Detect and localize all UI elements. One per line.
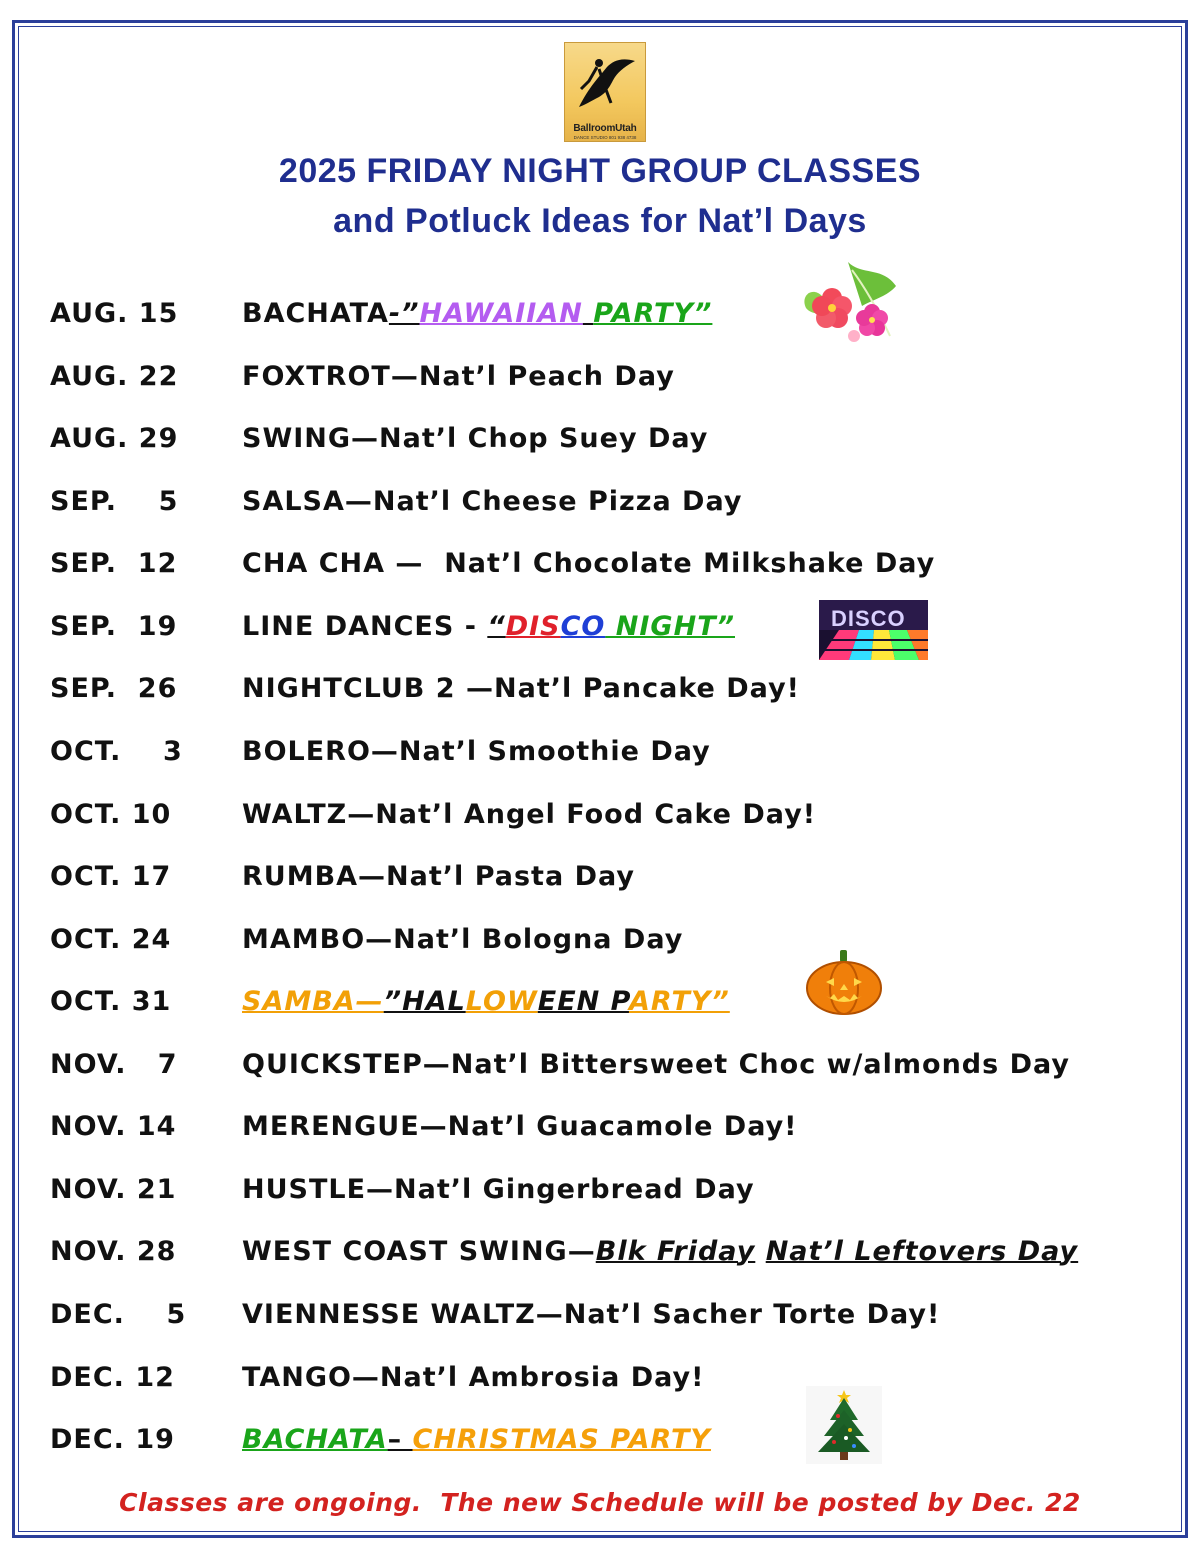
class-event: NIGHTCLUB 2 —Nat’l Pancake Day! <box>242 673 800 704</box>
class-date: NOV. 21 <box>50 1174 177 1205</box>
disco-label: DISCO <box>831 606 906 631</box>
schedule-row <box>0 1299 1200 1339</box>
class-date: OCT. 3 <box>50 736 183 767</box>
class-event: MAMBO—Nat’l Bologna Day <box>242 924 684 955</box>
class-event: RUMBA—Nat’l Pasta Day <box>242 861 635 892</box>
schedule-row <box>0 673 1200 713</box>
pumpkin-icon <box>804 948 884 1016</box>
class-event: HUSTLE—Nat’l Gingerbread Day <box>242 1174 755 1205</box>
class-date: SEP. 12 <box>50 548 178 579</box>
class-event: VIENNESSE WALTZ—Nat’l Sacher Torte Day! <box>242 1299 941 1330</box>
class-event: SALSA—Nat’l Cheese Pizza Day <box>242 486 743 517</box>
class-date: NOV. 7 <box>50 1049 178 1080</box>
hibiscus-icon <box>792 256 904 350</box>
schedule-row <box>0 924 1200 964</box>
class-event: BOLERO—Nat’l Smoothie Day <box>242 736 711 767</box>
page-title: 2025 FRIDAY NIGHT GROUP CLASSES <box>278 152 922 190</box>
schedule-row <box>0 611 1200 651</box>
class-event: SAMBA—”HALLOWEEN PARTY” <box>242 986 730 1017</box>
class-date: SEP. 5 <box>50 486 179 517</box>
class-date: NOV. 14 <box>50 1111 177 1142</box>
class-event: CHA CHA — Nat’l Chocolate Milkshake Day <box>242 548 936 579</box>
christmas-tree-icon <box>806 1386 882 1464</box>
class-event: QUICKSTEP—Nat’l Bittersweet Choc w/almonds Day <box>242 1049 1070 1080</box>
class-date: OCT. 24 <box>50 924 172 955</box>
class-date: SEP. 19 <box>50 611 178 642</box>
schedule-row <box>0 1111 1200 1151</box>
class-date: DEC. 5 <box>50 1299 187 1330</box>
schedule-row <box>0 1424 1200 1464</box>
class-event: TANGO—Nat’l Ambrosia Day! <box>242 1362 705 1393</box>
class-date: SEP. 26 <box>50 673 178 704</box>
class-event: FOXTROT—Nat’l Peach Day <box>242 361 675 392</box>
schedule-row <box>0 298 1200 338</box>
dancer-icon <box>569 47 641 119</box>
class-event: WALTZ—Nat’l Angel Food Cake Day! <box>242 799 817 830</box>
logo-name: BallroomUtah <box>573 123 637 134</box>
schedule-row <box>0 423 1200 463</box>
schedule-row <box>0 799 1200 839</box>
class-date: OCT. 10 <box>50 799 172 830</box>
schedule-row <box>0 861 1200 901</box>
schedule-row <box>0 1174 1200 1214</box>
class-date: DEC. 12 <box>50 1362 175 1393</box>
schedule-row <box>0 1049 1200 1089</box>
class-event: BACHATA– CHRISTMAS PARTY <box>242 1424 711 1455</box>
footer-note: Classes are ongoing. The new Schedule will be posted by Dec. 22 <box>119 1488 1081 1517</box>
class-date: DEC. 19 <box>50 1424 175 1455</box>
studio-logo <box>564 42 646 142</box>
class-event: MERENGUE—Nat’l Guacamole Day! <box>242 1111 798 1142</box>
class-date: NOV. 28 <box>50 1236 177 1267</box>
class-date: AUG. 15 <box>50 298 179 329</box>
class-date: AUG. 29 <box>50 423 179 454</box>
schedule-row <box>0 736 1200 776</box>
class-event: BACHATA-”HAWAIIAN PARTY” <box>242 298 713 329</box>
disco-image <box>819 600 928 660</box>
schedule-row <box>0 548 1200 588</box>
logo-subtitle: DANCE STUDIO 801 938 4738 <box>573 135 637 140</box>
schedule-row <box>0 986 1200 1026</box>
page-subtitle: and Potluck Ideas for Nat’l Days <box>333 202 867 240</box>
class-event: WEST COAST SWING—Blk Friday Nat’l Leftovers Day <box>242 1236 1079 1267</box>
class-date: OCT. 31 <box>50 986 172 1017</box>
class-date: OCT. 17 <box>50 861 172 892</box>
class-event: LINE DANCES - “DISCO NIGHT” <box>242 611 735 642</box>
schedule-row <box>0 1236 1200 1276</box>
schedule-row <box>0 486 1200 526</box>
schedule-row <box>0 361 1200 401</box>
class-event: SWING—Nat’l Chop Suey Day <box>242 423 709 454</box>
schedule-row <box>0 1362 1200 1402</box>
class-date: AUG. 22 <box>50 361 179 392</box>
